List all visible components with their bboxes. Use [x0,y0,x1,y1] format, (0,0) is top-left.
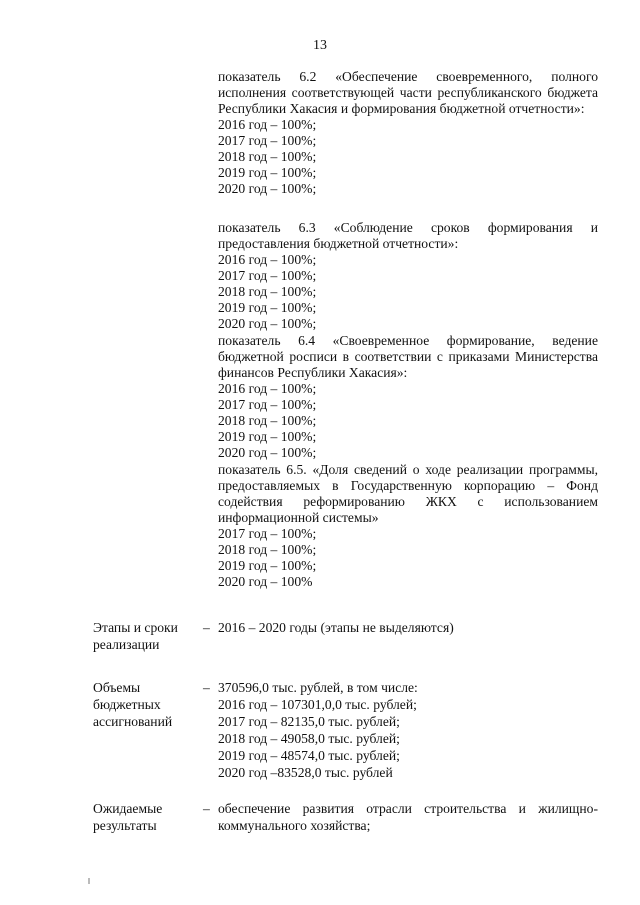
indicator-year-line: 2020 год – 100%; [218,316,317,332]
indicator-6-4 [218,333,598,461]
indicator-year-line: 2018 год – 100%; [218,149,317,165]
indicator-year-line: 2018 год – 100%; [218,284,317,300]
budget-label: Объемы бюджетных ассигнований [93,680,173,729]
indicator-title: показатель 6.3 «Соблюдение сроков формирования и предоставления бюджетной отчетности»: [218,220,598,252]
indicator-year-line: 2017 год – 100%; [218,397,317,413]
indicator-title: показатель 6.4 «Своевременное формирование, ведение бюджетной росписи в соответствии с приказами Министерства финансов Республики Хакасия»: [218,333,598,381]
results-paragraph: обеспечение развития отрасли строительства и жилищно-коммунального хозяйства; [218,801,598,833]
scan-mark [88,878,90,884]
stages-label: Этапы и сроки реализации [93,620,178,652]
indicator-year-line: 2017 год – 100%; [218,526,317,542]
indicator-year-line: 2019 год – 100%; [218,165,317,181]
indicator-title: показатель 6.2 «Обеспечение своевременного, полного исполнения соответствующей части республиканского бюджета Республики Хакасия и формирования бюджетной отчетности»: [218,69,598,117]
indicator-year-line: 2018 год – 100%; [218,542,317,558]
indicator-6-2 [218,69,598,197]
stages-text [218,619,598,636]
budget-line: 2016 год – 107301,0,0 тыс. рублей; [218,697,417,712]
indicator-year-line: 2016 год – 100%; [218,381,317,397]
budget-line: 2019 год – 48574,0 тыс. рублей; [218,748,400,763]
indicator-year-line: 2017 год – 100%; [218,133,317,149]
indicator-year-line: 2019 год – 100%; [218,429,317,445]
indicator-year-line: 2020 год – 100%; [218,181,317,197]
stages-line: 2016 – 2020 годы (этапы не выделяются) [218,620,454,635]
indicator-year-line: 2017 год – 100%; [218,268,317,284]
indicator-year-line: 2016 год – 100%; [218,252,317,268]
indicator-year-line: 2018 год – 100%; [218,413,317,429]
results-text [218,800,598,834]
indicator-year-line: 2020 год – 100% [218,574,313,590]
indicator-year-line: 2020 год – 100%; [218,445,317,461]
stages-dash: – [203,620,210,635]
budget-line: 2018 год – 49058,0 тыс. рублей; [218,731,400,746]
indicator-year-line: 2019 год – 100%; [218,300,317,316]
budget-dash: – [203,680,210,695]
budget-text [218,679,598,781]
indicator-year-line: 2019 год – 100%; [218,558,317,574]
indicator-6-3 [218,220,598,332]
budget-line: 2020 год –83528,0 тыс. рублей [218,765,393,780]
budget-line: 370596,0 тыс. рублей, в том числе: [218,680,418,695]
indicator-title: показатель 6.5. «Доля сведений о ходе реализации программы, предоставляемых в Государственную корпорацию – Фонд содействия реформированию ЖКХ с использованием информационной системы» [218,462,598,526]
indicator-year-line: 2016 год – 100%; [218,117,317,133]
budget-line: 2017 год – 82135,0 тыс. рублей; [218,714,400,729]
page-number: 13 [313,38,327,53]
indicator-6-5 [218,462,598,590]
results-label: Ожидаемые результаты [93,801,163,833]
results-dash: – [203,801,210,816]
